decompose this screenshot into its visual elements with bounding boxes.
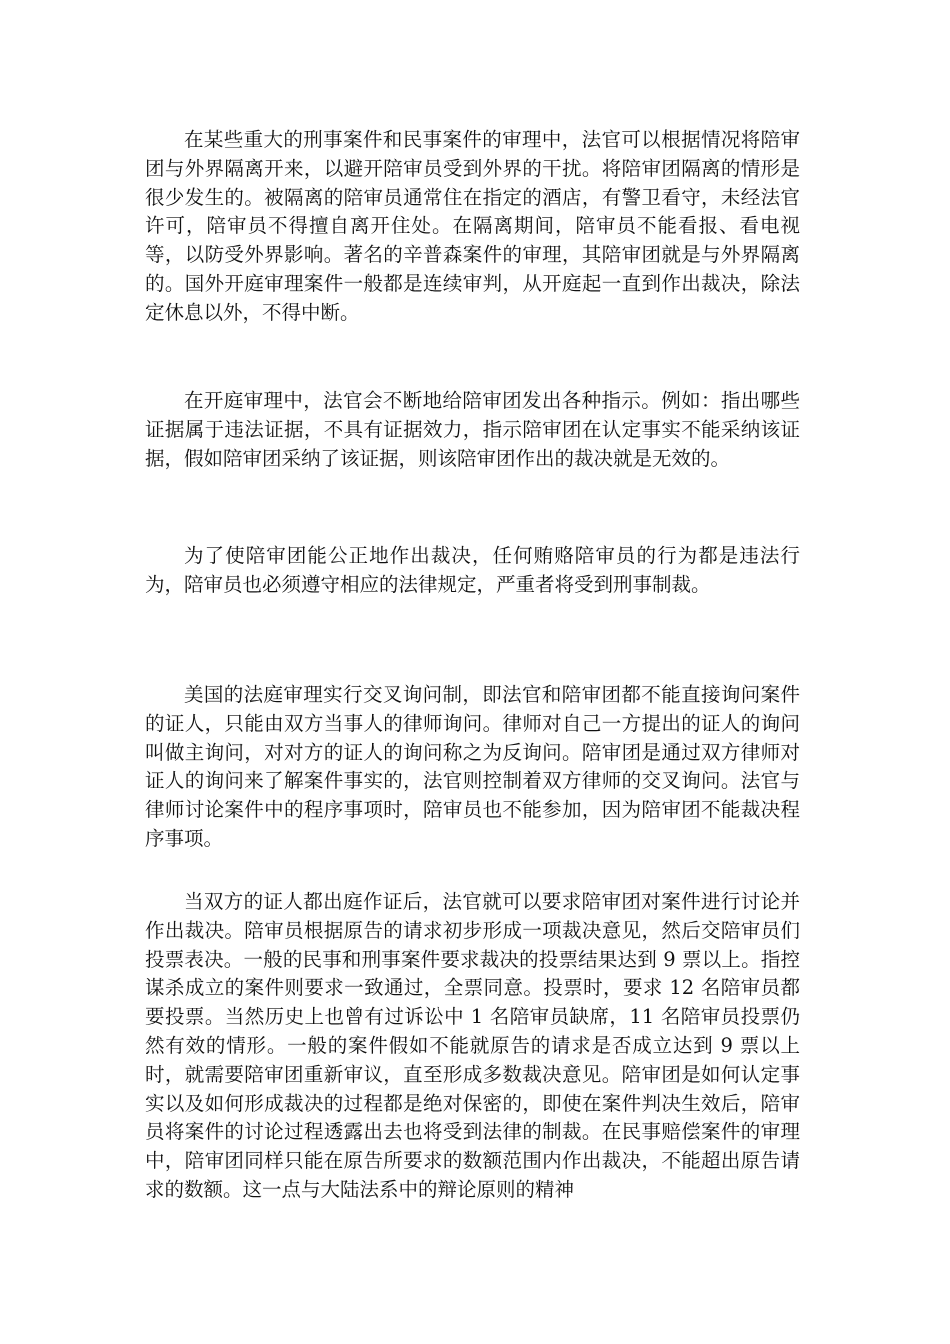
paragraph-judge-instructions: 在开庭审理中，法官会不断地给陪审团发出各种指示。例如：指出哪些证据属于违法证据，不具有证据效力，指示陪审团在认定事实不能采纳该证据，假如陪审团采纳了该证据，则该陪审团作出的裁决就是无效的。 <box>145 389 800 470</box>
paragraph-bribery: 为了使陪审团能公正地作出裁决，任何贿赂陪审员的行为都是违法行为，陪审员也必须遵守相应的法律规定，严重者将受到刑事制裁。 <box>145 544 800 596</box>
paragraph-verdict-voting: 当双方的证人都出庭作证后，法官就可以要求陪审团对案件进行讨论并作出裁决。陪审员根据原告的请求初步形成一项裁决意见，然后交陪审员们投票表决。一般的民事和刑事案件要求裁决的投票结果达到 9 票以上。指控谋杀成立的案件则要求一致通过，全票同意。投票时，要求 12 名陪审员都要投票。当然历史上也曾有过诉讼中 1 名陪审员缺席，11 名陪审员投票仍然有效的情形。一般的案件假如不能就原告的请求是否成立达到 9 票以上时，就需要陪审团重新审议，直至形成多数裁决意见。陪审团是如何认定事实以及如何形成裁决的过程都是绝对保密的，即使在案件判决生效后，陪审员将案件的讨论过程透露出去也将受到法律的制裁。在民事赔偿案件的审理中，陪审团同样只能在原告所要求的数额范围内作出裁决，不能超出原告请求的数额。这一点与大陆法系中的辩论原则的精神 <box>145 890 800 1201</box>
paragraph-sequestration: 在某些重大的刑事案件和民事案件的审理中，法官可以根据情况将陪审团与外界隔离开来，以避开陪审员受到外界的干扰。将陪审团隔离的情形是很少发生的。被隔离的陪审员通常住在指定的酒店，有警卫看守，未经法官许可，陪审员不得擅自离开住处。在隔离期间，陪审员不能看报、看电视等，以防受外界影响。著名的辛普森案件的审理，其陪审团就是与外界隔离的。国外开庭审理案件一般都是连续审判，从开庭起一直到作出裁决，除法定休息以外，不得中断。 <box>145 128 800 324</box>
paragraph-cross-examination: 美国的法庭审理实行交叉询问制，即法官和陪审团都不能直接询问案件的证人，只能由双方当事人的律师询问。律师对自己一方提出的证人的询问叫做主询问，对对方的证人的询问称之为反询问。陪审团是通过双方律师对证人的询问来了解案件事实的，法官则控制着双方律师的交叉询问。法官与律师讨论案件中的程序事项时，陪审员也不能参加，因为陪审团不能裁决程序事项。 <box>145 683 800 850</box>
